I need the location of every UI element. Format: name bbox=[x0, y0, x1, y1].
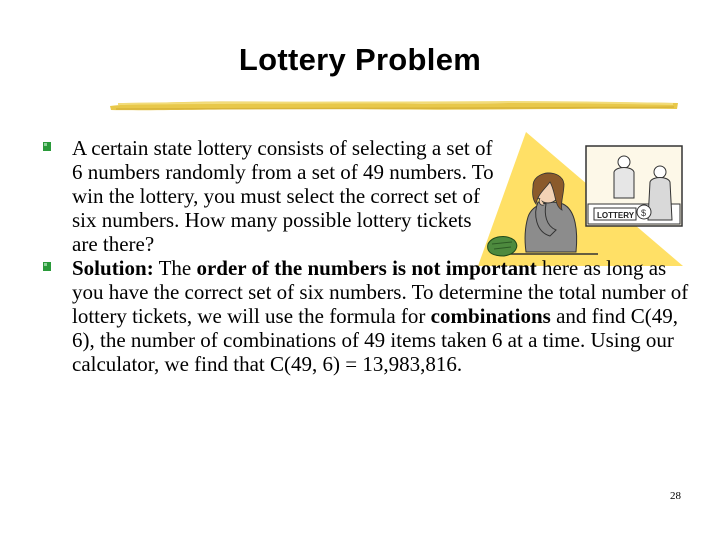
solution-label: Solution: bbox=[72, 256, 154, 280]
solution-emphasis-order: order of the numbers is not important bbox=[196, 256, 537, 280]
title-underline bbox=[108, 96, 680, 116]
slide-title: Lottery Problem bbox=[238, 42, 482, 77]
solution-text-1: The bbox=[153, 256, 197, 280]
page-number: 28 bbox=[670, 490, 681, 502]
lottery-sign-text: LOTTERY bbox=[597, 211, 635, 220]
solution-text-2: here as long as you have the correct set of six numbers. To determine the total number of lottery tickets, we will use the formula for bbox=[72, 256, 689, 328]
problem-text: A certain state lottery consists of selecting a set of 6 numbers randomly from a set of 49 numbers. To win the lottery, you must select the correct set of six numbers. How many possible lottery tickets are there? bbox=[72, 136, 494, 256]
solution-emphasis-combinations: combinations bbox=[430, 304, 551, 328]
square-bullet-icon bbox=[42, 261, 52, 272]
square-bullet-icon bbox=[42, 141, 52, 152]
svg-text:$: $ bbox=[641, 208, 647, 218]
bullet-solution bbox=[42, 256, 692, 376]
solution-text-3: and find C(49, 6), the number of combinations of 49 items taken 6 at a time. Using our calculator, we find that C(49, 6) = 13,983,816. bbox=[72, 304, 678, 376]
bullet-list bbox=[42, 136, 692, 376]
bullet-problem bbox=[42, 136, 502, 256]
